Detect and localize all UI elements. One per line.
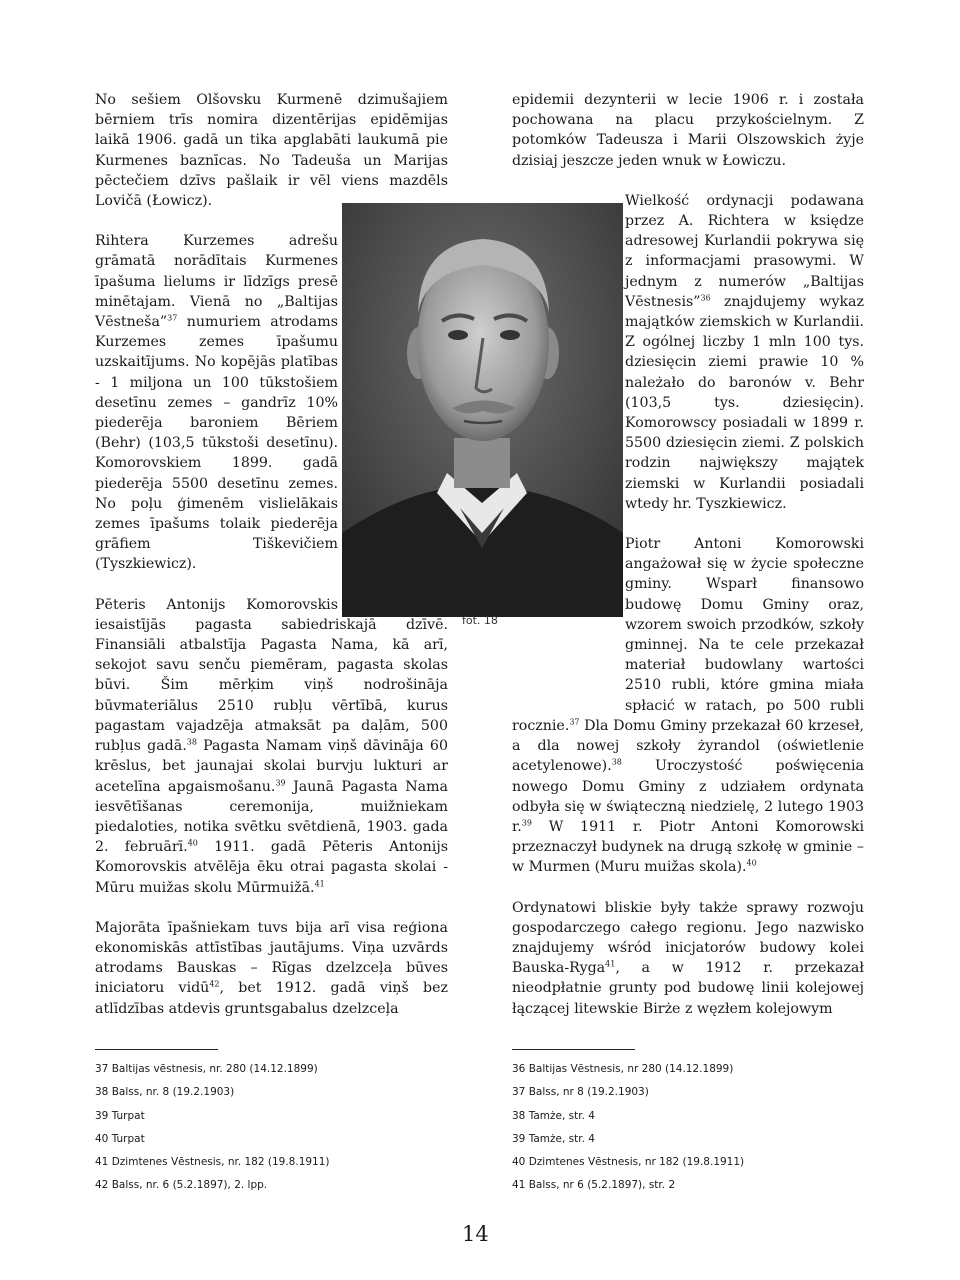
lv-paragraph-3: [95, 595, 448, 898]
footnote: 42 Balss, nr. 6 (5.2.1897), 2. lpp.: [95, 1179, 268, 1192]
pl-p2-text-b: znajdujemy wykaz majątków ziemskich w Kurlandii. Z ogólnej liczby 1 mln 100 tys. dziesięcin ziemi prawie 10 % należało do baronów v. Behr (103,5 tys. dziesięcin). Komorowscy posiadali w 1899 r. 5500 dziesięcin ziemi. Z polskich rodzin największy majątek ziemski w Kurlandii posiadali wtedy hr. Tyszkiewicz.: [625, 293, 864, 512]
footnote-divider-left: [95, 1049, 218, 1050]
footnote: 41 Balss, nr 6 (5.2.1897), str. 2: [512, 1179, 676, 1192]
footnote-ref: 39: [521, 818, 532, 828]
footnote-ref: 41: [605, 959, 616, 969]
footnote-ref: 38: [186, 737, 197, 747]
footnote-divider-right: [512, 1049, 635, 1050]
pl-p3-text-a: Piotr Antoni Komorowski angażował się w życie społeczne gminy. Wsparł finansowo budowę Domu Gminy oraz, wzorem swoich przodków, szkoły gminnej. Na te cele przekazał materiał budowlany wartości 2510 rubli, które gmina miała spłacić w ratach, po 500 rubli rocznie.: [512, 536, 864, 734]
pl-paragraph-4: [512, 898, 864, 1019]
pl-paragraph-1: epidemii dezynterii w lecie 1906 r. i została pochowana na placu przykościelnym. Z potomków Tadeusza i Marii Olszowskich żyje dzisiaj jeszcze jeden wnuk w Łowiczu.: [512, 92, 864, 169]
lv-p3-text-d: 1911. gadā Pēteris Antonijs Komorovskis atvēlēja ēku otrai pagasta skolai - Mūru muižas skolu Mūrmuižā.: [95, 839, 449, 896]
pl-p3-text-d: W 1911 r. Piotr Antoni Komorowski przeznaczył budynek na drugą szkołę w gminie – w Murmen (Muru muižas skola).: [512, 818, 864, 876]
footnotes-left: [95, 1058, 455, 1198]
lv-p3-text-b: Pagasta Namam viņš dāvināja 60 krēslus, bet jaunajai skolai burvju lukturi ar acetelīna apgaismošanu.: [95, 738, 448, 795]
footnotes-right: [512, 1058, 872, 1198]
footnote: 37 Baltijas vēstnesis, nr. 280 (14.12.1899): [95, 1063, 318, 1075]
photo-caption: fot. 18: [462, 614, 498, 627]
footnote-ref: 37: [569, 717, 580, 727]
lv-p2-text-a: Rihtera Kurzemes adrešu grāmatā norādītais Kurmenes īpašuma lielums ir līdzīgs presē minētajam. Vienā no „Baltijas Vēstneša”: [95, 233, 338, 331]
pl-p3-text-c: Uroczystość poświęcenia nowego Domu Gminy z udziałem ordynata odbyła się w świąteczną niedzielę, 2 lutego 1903 r.: [512, 758, 864, 835]
lv-p2-text-b: numuriem atrodams Kurzemes zemes īpašumu uzskaitījums. No kopējās platības - 1 miljona un 100 tūkstošiem desetīnu zemes – gandrīz 10% piederēja baroniem Bēriem (Behr) (103,5 tūkstoši desetīnu). Komorovskiem 1899. gadā piederēja 5500 desetīnu zemes. No poļu ģimenēm vislielākais zemes īpašums tolaik piederēja grāfiem Tiškevičiem (Tyszkiewicz).: [95, 314, 338, 573]
lv-p4-text-a: Majorāta īpašniekam tuvs bija arī visa reģiona ekonomiskās attīstības jautājums. Viņa uzvārds atrodams Bauskas – Rīgas dzelzceļa būves iniciatoru vidū: [95, 919, 448, 997]
pl-p2-text-a: Wielkość ordynacji podawana przez A. Richtera w księdze adresowej Kurlandii pokrywa się z informacjami prasowymi. W jednym z numerów „Baltijas Vēstnesis”: [625, 192, 864, 310]
pl-p3-text-b: Dla Domu Gminy przekazał 60 krzeseł, a dla nowej szkoły żyrandol (oświetlenie acetylenowe).: [512, 717, 864, 775]
pl-p4-text-b: , a w 1912 r. przekazał nieodpłatnie grunty pod budowę linii kolejowej łączącej litewskie Birże z węzłem kolejowym: [512, 960, 864, 1017]
footnote-ref: 41: [314, 878, 325, 888]
footnote-ref: 36: [700, 293, 711, 303]
footnote: 40 Turpat: [95, 1132, 145, 1145]
footnote: 39 Turpat: [95, 1109, 145, 1122]
portrait-illustration: [342, 203, 623, 617]
footnote: 41 Dzimtenes Vēstnesis, nr. 182 (19.8.1911): [95, 1156, 330, 1169]
footnote: 39 Tamże, str. 4: [512, 1132, 595, 1145]
page-number: 14: [462, 1222, 489, 1246]
lv-p3-text-c: Jaunā Pagasta Nama iesvētīšanas ceremonija, muižniekam piedaloties, notika svētku svētdienā, 1903. gada 2. februārī.: [95, 778, 449, 856]
footnote-ref: 38: [611, 757, 622, 767]
lv-paragraph-1: No sešiem Olšovsku Kurmenē dzimušajiem bērniem trīs nomira dizentērijas epidēmijas laikā 1906. gadā un tika apglabāti laukumā pie Kurmenes baznīcas. No Tadeuša un Marijas pēctečiem dzīvs pašlaik ir vēl viens mazdēls Lovičā (Łowicz).: [95, 92, 448, 210]
footnote-ref: 40: [187, 838, 198, 848]
footnote-ref: 40: [746, 858, 757, 868]
footnote: 36 Baltijas Vēstnesis, nr 280 (14.12.1899): [512, 1063, 734, 1075]
footnote: 38 Tamże, str. 4: [512, 1109, 595, 1122]
footnote-ref: 42: [209, 979, 220, 989]
lv-paragraph-4: [95, 918, 448, 1019]
footnote-ref: 39: [275, 777, 286, 787]
lv-p4-text-b: , bet 1912. gadā viņš bez atlīdzības atdevis gruntsgabalus dzelzceļa: [95, 980, 448, 1017]
pl-p4-text-a: Ordynatowi bliskie były także sprawy rozwoju gospodarczego całego regionu. Jego nazwisko znajdujemy wśród inicjatorów budowy kolei Bauska-Ryga: [512, 899, 864, 977]
footnote-ref: 37: [167, 313, 178, 323]
footnote: 37 Balss, nr 8 (19.2.1903): [512, 1086, 649, 1099]
footnote: 40 Dzimtenes Vēstnesis, nr 182 (19.8.1911): [512, 1156, 745, 1169]
footnote: 38 Balss, nr. 8 (19.2.1903): [95, 1086, 235, 1099]
lv-p3-text-a: Pēteris Antonijs Komorovskis iesaistījās pagasta sabiedriskajā dzīvē. Finansiāli atbalstīja Pagasta Nama, kā arī, sekojot savu senču piemēram, pagasta skolas būvi. Šim mērķim viņš nodrošināja būvmateriālus 2510 rubļu vērtībā, kurus pagastam vajadzēja atmaksāt pa daļām, 500 rubļus gadā.: [95, 596, 448, 755]
portrait-photo: [342, 203, 623, 617]
